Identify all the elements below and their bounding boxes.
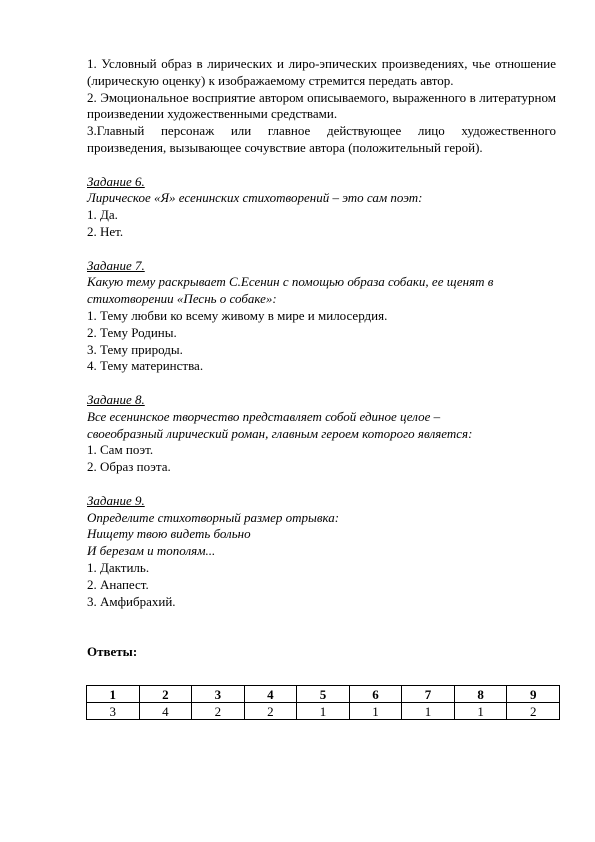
task-8-option: 1. Сам поэт. bbox=[87, 442, 154, 458]
task-6-option: 1. Да. bbox=[87, 207, 118, 223]
answers-title: Ответы: bbox=[87, 644, 138, 660]
answers-value-cell: 1 bbox=[402, 703, 455, 720]
task-6-option: 2. Нет. bbox=[87, 223, 124, 239]
answers-header-cell: 5 bbox=[297, 686, 350, 703]
task-9-option: 2. Анапест. bbox=[87, 576, 149, 592]
task-7-option: 1. Тему любви ко всему живому в мире и милосердия. bbox=[87, 307, 388, 323]
task-7-question: стихотворении «Песнь о собаке»: bbox=[87, 291, 277, 307]
answers-value-cell: 1 bbox=[297, 703, 350, 720]
task-9-title: Задание 9. bbox=[87, 492, 145, 508]
task-7-option: 3. Тему природы. bbox=[87, 341, 183, 357]
answers-value-cell: 4 bbox=[139, 703, 192, 720]
task-9-option: 1. Дактиль. bbox=[87, 559, 150, 575]
task-6-question: Лирическое «Я» есенинских стихотворений – это сам поэт: bbox=[87, 190, 423, 206]
task-7 bbox=[87, 258, 556, 376]
answers-header-row bbox=[87, 686, 560, 703]
task-6-title: Задание 6. bbox=[87, 173, 145, 189]
task-7-question: Какую тему раскрывает С.Есенин с помощью образа собаки, ее щенят в bbox=[87, 274, 494, 290]
answers-header-cell: 4 bbox=[244, 686, 297, 703]
answers-header-cell: 1 bbox=[87, 686, 140, 703]
task-8-option: 2. Образ поэта. bbox=[87, 459, 171, 475]
answers-header-cell: 8 bbox=[454, 686, 507, 703]
answers-header-cell: 3 bbox=[192, 686, 245, 703]
task-9-question: Определите стихотворный размер отрывка: bbox=[87, 509, 340, 525]
answers-value-cell: 1 bbox=[454, 703, 507, 720]
answers-value-cell: 1 bbox=[349, 703, 402, 720]
task-9-poem-line: Нищету твою видеть больно bbox=[87, 526, 251, 542]
answers-value-cell: 2 bbox=[192, 703, 245, 720]
task-8 bbox=[87, 392, 556, 476]
answers-value-cell: 3 bbox=[87, 703, 140, 720]
task-7-option: 4. Тему материнства. bbox=[87, 358, 204, 374]
task-8-question: Все есенинское творчество представляет собой единое целое – bbox=[87, 408, 441, 424]
task-6 bbox=[87, 174, 556, 241]
task-8-question: своеобразный лирический роман, главным героем которого является: bbox=[87, 425, 473, 441]
answers-header-cell: 7 bbox=[402, 686, 455, 703]
answers-value-cell: 2 bbox=[244, 703, 297, 720]
answers-header-cell: 9 bbox=[507, 686, 560, 703]
answers-header-cell: 6 bbox=[349, 686, 402, 703]
answers-value-row bbox=[87, 703, 560, 720]
document-body bbox=[87, 56, 556, 720]
task-9-poem-line: И березам и тополям... bbox=[87, 543, 216, 559]
task-9 bbox=[87, 493, 556, 611]
definition-3: 3.Главный персонаж или главное действующее лицо художественного произведения, вызывающее сочувствие автора (положительный герой). bbox=[87, 123, 556, 155]
task-7-option: 2. Тему Родины. bbox=[87, 324, 177, 340]
answers-value-cell: 2 bbox=[507, 703, 560, 720]
task-9-option: 3. Амфибрахий. bbox=[87, 593, 176, 609]
answers-header-cell: 2 bbox=[139, 686, 192, 703]
definition-2: 2. Эмоциональное восприятие автором описываемого, выраженного в литературном произведении художественными средствами. bbox=[87, 89, 556, 122]
task-7-title: Задание 7. bbox=[87, 257, 145, 273]
answers-table bbox=[86, 685, 560, 720]
definition-1: 1. Условный образ в лирических и лиро-эпических произведениях, чье отношение (лирическую оценку) к изображаемому стремится передать автор. bbox=[87, 56, 556, 88]
task-8-title: Задание 8. bbox=[87, 391, 145, 407]
